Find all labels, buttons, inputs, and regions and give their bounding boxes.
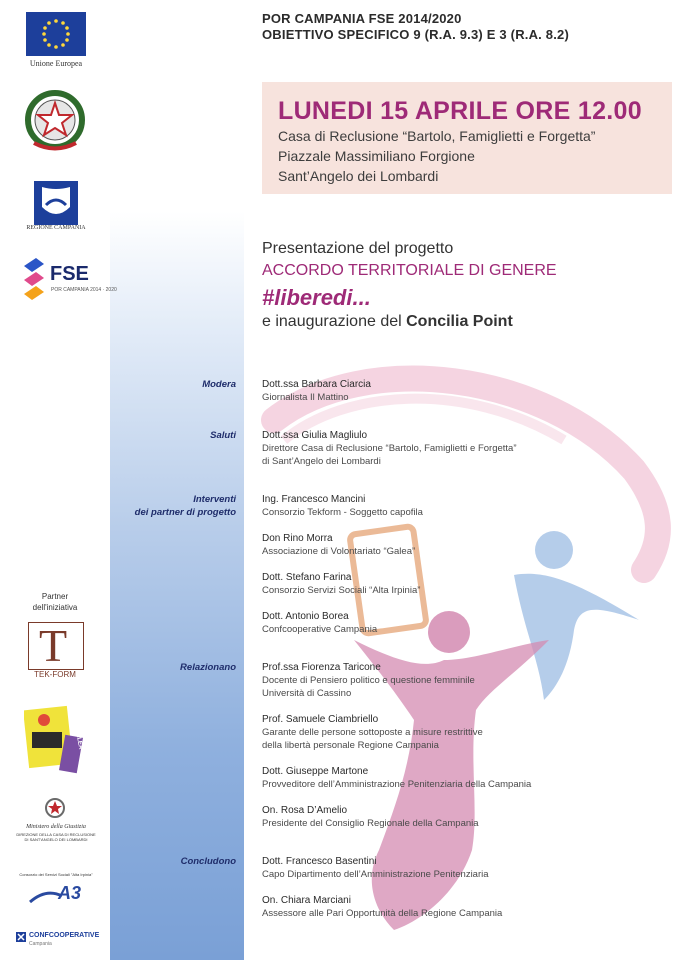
- role-modera: Modera: [202, 379, 236, 390]
- child-body: [514, 574, 639, 700]
- project-title: ACCORDO TERRITORIALE DI GENERE: [262, 262, 557, 279]
- role-saluti: Saluti: [210, 430, 236, 441]
- woman-head: [428, 611, 470, 653]
- speaker-name: On. Chiara Marciani: [262, 895, 351, 906]
- speaker-desc: Consorzio Servizi Sociali “Alta Irpinia”: [262, 585, 421, 596]
- role-concludono: Concludono: [180, 856, 236, 867]
- role-relazionano: Relazionano: [180, 662, 236, 673]
- speaker-desc: Garante delle persone sottoposte a misure restrittive: [262, 727, 483, 738]
- header-line-1: POR CAMPANIA FSE 2014/2020: [262, 11, 462, 26]
- event-place-2: Piazzale Massimiliano Forgione: [278, 148, 475, 164]
- speaker-desc: Capo Dipartimento dell’Amministrazione Penitenziaria: [262, 869, 489, 880]
- header-line-2: OBIETTIVO SPECIFICO 9 (R.A. 9.3) E 3 (R.A. 8.2): [262, 27, 570, 42]
- partner-label-line2: dell'iniziativa: [32, 603, 78, 612]
- partner-label: [20, 591, 90, 613]
- speaker-desc: di Sant’Angelo dei Lombardi: [262, 456, 381, 467]
- partner-label-line1: Partner: [41, 592, 69, 601]
- speaker-desc: Università di Cassino: [262, 688, 352, 699]
- regione-campania-label: REGIONE CAMPANIA: [26, 225, 86, 231]
- speaker-desc: Associazione di Volontariato “Galea”: [262, 546, 416, 557]
- speaker-desc: Presidente del Consiglio Regionale della Campania: [262, 818, 479, 829]
- event-place-3: Sant’Angelo dei Lombardi: [278, 168, 439, 184]
- confcooperative-sublabel: Campania: [29, 941, 52, 947]
- role-interventi-sub: dei partner di progetto: [134, 507, 236, 518]
- speaker-desc: Direttore Casa di Reclusione “Bartolo, Famiglietti e Forgetta”: [262, 443, 517, 454]
- event-place-1: Casa di Reclusione “Bartolo, Famiglietti e Forgetta”: [278, 128, 596, 144]
- speaker-name: Dott.ssa Giulia Magliulo: [262, 430, 368, 441]
- project-hashtag: #liberedi...: [262, 285, 371, 310]
- galea-label: GALEA: [73, 728, 84, 750]
- blue-gradient-band: [110, 0, 244, 960]
- ministero-label: Ministero della Giustizia: [26, 824, 86, 830]
- fse-mark-icon: [24, 258, 44, 302]
- speaker-name: On. Rosa D’Amelio: [262, 805, 348, 816]
- presentation-line-4-prefix: e inaugurazione del: [262, 313, 407, 330]
- fse-logo-subtext: POR CAMPANIA 2014 · 2020: [51, 287, 117, 293]
- speaker-name: Dott. Giuseppe Martone: [262, 766, 369, 777]
- ministero-sublabel: DIREZIONE DELLA CASA DI RECLUSIONE DI SANT'ANGELO DEI LOMBARDI: [16, 832, 96, 842]
- alta-irpinia-mark: A3: [58, 883, 82, 903]
- regione-campania-logo-icon: [34, 181, 78, 225]
- eu-flag-icon: [26, 12, 86, 56]
- speaker-name: Don Rino Morra: [262, 533, 333, 544]
- speaker-name: Dott. Stefano Farina: [262, 572, 352, 583]
- italian-republic-emblem-icon: [24, 88, 86, 154]
- speaker-name: Dott. Antonio Borea: [262, 611, 349, 622]
- event-date: LUNEDI 15 APRILE ORE 12.00: [278, 97, 642, 125]
- speaker-name: Dott.ssa Barbara Ciarcia: [262, 379, 371, 390]
- ministero-emblem-icon: [44, 796, 66, 822]
- concilia-point: Concilia Point: [406, 313, 513, 330]
- tekform-label: TEK-FORM: [34, 670, 76, 679]
- alta-irpinia-swoosh-icon: [28, 888, 64, 906]
- speaker-name: Dott. Francesco Basentini: [262, 856, 377, 867]
- role-interventi: Interventi: [193, 494, 236, 505]
- alta-irpinia-label: Consorzio dei Servizi Sociali "Alta Irpinia": [19, 872, 93, 877]
- presentation-line-4: [262, 313, 513, 331]
- speaker-desc: Assessore alle Pari Opportunità della Regione Campania: [262, 908, 503, 919]
- tekform-letter: T: [39, 620, 68, 671]
- fse-logo-text: FSE: [50, 263, 89, 285]
- presentation-line-1: Presentazione del progetto: [262, 240, 454, 257]
- speaker-desc: Confcooperative Campania: [262, 624, 378, 635]
- confcooperative-label: CONFCOOPERATIVE: [29, 932, 100, 939]
- speaker-desc: Consorzio Tekform - Soggetto capofila: [262, 507, 423, 518]
- child-head: [535, 531, 573, 569]
- sign-frame: [349, 526, 426, 634]
- speaker-name: Prof. Samuele Ciambriello: [262, 714, 379, 725]
- speaker-desc: della libertà personale Regione Campania: [262, 740, 439, 751]
- speaker-name: Ing. Francesco Mancini: [262, 494, 366, 505]
- speaker-desc: Provveditore dell’Amministrazione Penitenziaria della Campania: [262, 779, 532, 790]
- speaker-name: Prof.ssa Fiorenza Taricone: [262, 662, 381, 673]
- speaker-desc: Docente di Pensiero politico e questione femminile: [262, 675, 475, 686]
- eu-label: Unione Europea: [29, 59, 83, 68]
- speaker-desc: Giornalista Il Mattino: [262, 392, 349, 403]
- confcooperative-mark-icon: [16, 932, 26, 942]
